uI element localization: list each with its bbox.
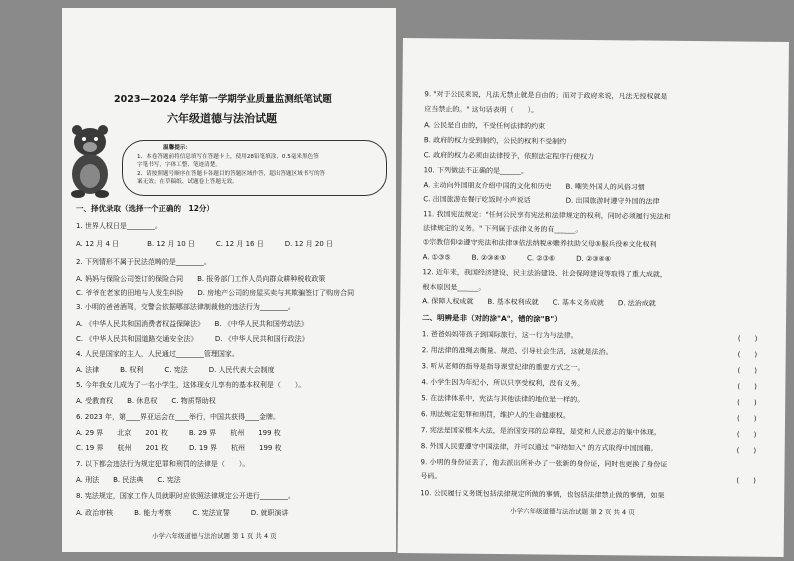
answer-paren: ( ) — [737, 398, 757, 407]
question-line: C. 政府的权力必须由法律授予，依照法定程序行使权力 — [423, 151, 595, 162]
answer-paren: ( ) — [737, 382, 757, 391]
question-line: B. 政府的权力受到制约，公民的权利不受制约 — [423, 136, 567, 146]
question-line: 4. 人民是国家的主人，人民通过________管理国家。 — [76, 350, 239, 358]
question-line: 根本原因是______。 — [422, 283, 486, 292]
exam-page-1 — [62, 8, 396, 552]
question-line: 12. 近年来，我国经济建设、民主法治建设、社会保障建设等取得了重大成就， — [422, 268, 667, 279]
question-line: 法律规定的义务。" 下列属于法律义务的有______。 — [422, 224, 583, 234]
judge-item: 3. 听从老师的指导是指导课堂纪律的重要方式之一。 — [421, 362, 585, 372]
section-1-heading: 一、择优录取（选择一个正确的 12分） — [76, 204, 214, 213]
exam-title: 2023—2024 学年第一学期学业质量监测纸笔试题 — [114, 94, 332, 105]
page-footer: 小学六年级道德与法治试题 第 2 页 共 4 页 — [510, 507, 635, 517]
judge-item: 2. 用法律的准绳去衡量、规范、引导社会生活，这就是法治。 — [421, 346, 613, 357]
question-line: A. ①③⑤ B. ②③④⑤ C. ②③⑥ D. ②③④⑥ — [422, 253, 612, 264]
question-line: 6. 2023 年，第____界亚运会在____举行，中国共获得____金牌。 — [76, 413, 280, 421]
tip-line: 2、请按照题号顺序在答题卡各题目的答题区域作答，超出答题区域书写的答 — [137, 171, 326, 177]
subject-title: 六年级道德与法治试题 — [167, 112, 277, 125]
exam-page-2 — [398, 38, 789, 557]
answer-paren: ( ) — [736, 446, 757, 455]
question-line: A. 主动向外国朋友介绍中国的文化和历史 B. 嘲笑外国人的风俗习惯 — [423, 181, 645, 192]
judge-item: 9. 小明的身份证丢了，他去派出所补办了一张新的身份证，同时也更换了身份证 — [420, 458, 668, 469]
answer-paren: ( ) — [736, 430, 757, 439]
answer-paren: ( ) — [736, 476, 756, 485]
question-line: A. 受教育权 B. 休息权 C. 物质帮助权 — [76, 397, 216, 405]
bear-mascot-icon — [62, 118, 120, 198]
question-line: A. 政治审核 B. 能力考察 C. 宪法宣誓 D. 就职演讲 — [76, 509, 289, 517]
question-line: A. 法律 B. 权利 C. 宪法 D. 人民代表大会制度 — [76, 366, 275, 374]
judge-item: 5. 在法律体系中，宪法与其他法律的地位是一样的。 — [421, 394, 585, 404]
question-line: C. 19 界 杭州 201 枚 D. 19 界 杭州 199 枚 — [76, 444, 282, 452]
tips-box — [122, 140, 387, 196]
question-line: C. 《中华人民共和国道路交通安全法》 D. 《中华人民共和国行政法》 — [76, 335, 309, 343]
page-footer: 小学六年级道德与法治试题 第 1 页 共 4 页 — [152, 532, 277, 540]
tip-line: 1、本卷答题前将信息填写在答题卡上，使用28铅笔填涂，0.5毫米黑色签 — [137, 154, 319, 160]
section-2-heading: 二、明辨是非（对的涂"A"，错的涂"B"） — [422, 313, 562, 324]
question-line: A. 《中华人民共和国消费者权益保障法》 B. 《中华人民共和国劳动法》 — [76, 320, 308, 328]
judge-item: 7. 宪法是国家根本大法，是治国安邦的总章程，是党和人民意志的集中体现。 — [420, 426, 661, 437]
question-line: 2. 下列情形不属于民法范畴的是________。 — [76, 258, 211, 266]
judge-item: 1. 爸爸妈妈带孩子到国际旅行，这一行为与法律。 — [421, 330, 578, 340]
judge-item: 6. 刑法规定犯罪和刑罚，维护人的生命健康权。 — [421, 410, 571, 420]
answer-paren: ( ) — [737, 366, 758, 375]
question-line: C. 爷爷在老家的田地与人发生纠纷 D. 房地产公司的房屋买卖与其欺骗签订了购房合同 — [76, 289, 355, 297]
answer-paren: ( ) — [737, 350, 758, 359]
question-line: 11. 我国宪法规定："任何公民享有宪法和法律规定的权利，同时必须履行宪法和 — [423, 210, 671, 221]
judge-item: 号码。 — [420, 472, 442, 481]
question-line: ①宗教信仰②遵守宪法和法律③依法纳税④赡养扶助父母⑤服兵役⑥文化权利 — [422, 238, 657, 249]
question-line: 3. 小明的爸爸酒驾，交警会依据哪部法律制裁他的违法行为________。 — [76, 303, 295, 311]
answer-paren: ( ) — [736, 414, 757, 423]
question-line: A. 妈妈与保险公司签订的保险合同 B. 报务部门工作人员向群众耕种税收政策 — [76, 275, 326, 283]
question-line: A. 保障人权成就 B. 基本权利成就 C. 基本义务成就 D. 法治成就 — [422, 297, 656, 308]
question-line: 8. 宪法规定，国家工作人员就职时应依照法律规定公开进行________。 — [76, 492, 295, 500]
tip-line: 案无效；在草稿纸、试题卷上答题无效。 — [137, 179, 238, 185]
answer-paren: ( ) — [737, 334, 758, 343]
question-line: C. 出国旅游在餐厅吃饭时小声说话 D. 出国旅游时遵守外国的法律 — [423, 195, 660, 206]
tip-line: 字笔书写，字体工整、笔迹清楚。 — [137, 162, 221, 168]
question-line: A. 刑法 B. 民法典 C. 宪法 — [76, 476, 181, 484]
question-line: 1. 世界人权日是________。 — [76, 222, 162, 230]
question-line: A. 12 月 4 日 B. 12 月 10 日 C. 12 月 16 日 D. 12 月 20 日 — [76, 240, 334, 248]
judge-item: 8. 外国人民要遵守中国法律，并可以通过 "审结如入" 的方式取得中国国籍。 — [420, 442, 658, 453]
judge-item: 4. 小学生因为年纪小，所以只享受权利，没有义务。 — [421, 378, 585, 388]
question-line: 应当禁止的。" 这句话表明（ ）。 — [424, 105, 539, 115]
judge-item: 10. 公民履行义务既包括法律规定所做的事情，也包括法律禁止做的事情，如果 — [420, 489, 665, 500]
tips-heading: 温馨提示： — [163, 145, 191, 151]
question-line: A. 公民是自由的，不受任何法律的约束 — [424, 121, 546, 131]
question-line: 5. 今年我女儿成为了一名小学生，这体现女儿享有的基本权利是（ ）。 — [76, 381, 306, 389]
question-line: A. 29 界 北京 201 枚 B. 29 界 杭州 199 枚 — [76, 429, 281, 437]
question-line: 10. 下列做法不正确的是______。 — [423, 166, 529, 176]
question-line: 9. "对于公民来说，凡法无禁止就是自由的；而对于政府来说，凡法无授权就是 — [424, 90, 668, 101]
question-line: 7. 以下都会违法行为规定犯罪和刑罚的法律是（ ）。 — [76, 460, 250, 468]
